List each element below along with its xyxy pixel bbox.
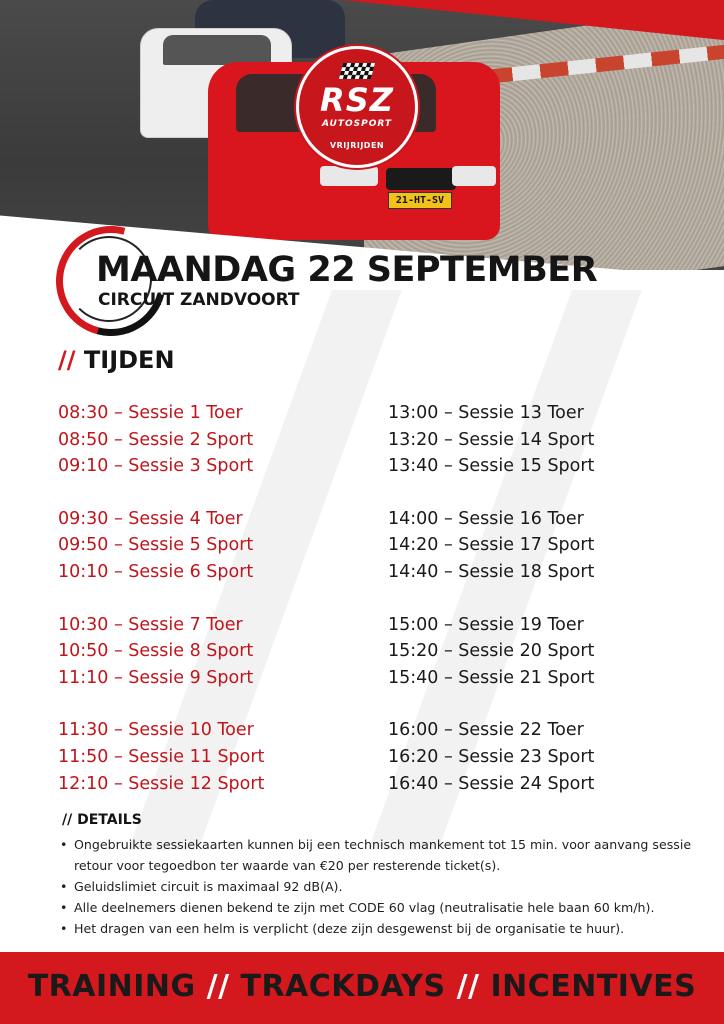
- session-block: [388, 506, 594, 586]
- session-row: 10:10 – Sessie 6 Sport: [58, 561, 254, 582]
- session-row: 16:40 – Sessie 24 Sport: [388, 773, 595, 794]
- rsz-logo: [296, 46, 418, 168]
- session-row: 15:00 – Sessie 19 Toer: [388, 614, 584, 635]
- checkered-flag-icon: [339, 63, 375, 79]
- footer-incentives: INCENTIVES: [490, 969, 697, 1004]
- heading-slash: //: [58, 346, 76, 374]
- license-plate: 21-HT-SV: [388, 192, 452, 209]
- session-row: 13:20 – Sessie 14 Sport: [388, 429, 595, 450]
- session-block: [58, 612, 264, 692]
- event-date-title: MAANDAG 22 SEPTEMBER: [96, 250, 598, 290]
- footer-separator: //: [456, 969, 480, 1004]
- session-row: 14:00 – Sessie 16 Toer: [388, 508, 584, 529]
- session-row: 09:30 – Sessie 4 Toer: [58, 508, 243, 529]
- session-row: 10:50 – Sessie 8 Sport: [58, 641, 254, 662]
- session-row: 08:30 – Sessie 1 Toer: [58, 403, 243, 423]
- session-row: 15:20 – Sessie 20 Sport: [388, 641, 595, 662]
- session-row: 10:30 – Sessie 7 Toer: [58, 614, 243, 635]
- session-row: 09:50 – Sessie 5 Sport: [58, 535, 254, 556]
- session-row: 14:20 – Sessie 17 Sport: [388, 535, 595, 556]
- session-block: [388, 612, 594, 692]
- times-heading: [58, 346, 175, 374]
- event-location: CIRCUIT ZANDVOORT: [98, 290, 300, 310]
- session-row: 12:10 – Sessie 12 Sport: [58, 773, 265, 794]
- session-row: 15:40 – Sessie 21 Sport: [388, 667, 595, 688]
- details-item: • Ongebruikte sessiekaarten kunnen bij een technisch mankement tot 15 min. voor aanvang sessie retour voor tegoedbon ter waarde van €20 per resterende ticket(s).: [60, 834, 700, 876]
- footer-training: TRAINING: [27, 969, 196, 1004]
- details-item: • Geluidslimiet circuit is maximaal 92 dB(A).: [60, 876, 700, 897]
- details-list: [60, 834, 700, 939]
- details-heading: // DETAILS: [62, 812, 142, 828]
- schedule-afternoon-column: [388, 400, 594, 823]
- session-block: [388, 717, 594, 797]
- logo-subtext: AUTOSPORT: [321, 119, 393, 129]
- session-row: 13:40 – Sessie 15 Sport: [388, 456, 595, 477]
- logo-brand: RSZ: [320, 81, 394, 119]
- schedule-morning-column: [58, 400, 264, 823]
- session-block: [58, 400, 264, 480]
- details-item: • Het dragen van een helm is verplicht (deze zijn desgewenst bij de organisatie te huur).: [60, 918, 700, 939]
- footer-separator: //: [206, 969, 230, 1004]
- session-block: [388, 400, 594, 480]
- session-row: 16:00 – Sessie 22 Toer: [388, 720, 584, 741]
- footer-tagline: [0, 969, 724, 1004]
- session-row: 13:00 – Sessie 13 Toer: [388, 403, 584, 423]
- session-row: 11:50 – Sessie 11 Sport: [58, 746, 265, 767]
- times-heading-label: TIJDEN: [83, 346, 175, 374]
- logo-tag: VRIJRIJDEN: [329, 141, 385, 150]
- session-row: 11:30 – Sessie 10 Toer: [58, 720, 254, 741]
- session-row: 16:20 – Sessie 23 Sport: [388, 746, 595, 767]
- details-item: • Alle deelnemers dienen bekend te zijn met CODE 60 vlag (neutralisatie hele baan 60 km/h).: [60, 897, 700, 918]
- footer-banner: [0, 952, 724, 1024]
- footer-trackdays: TRACKDAYS: [240, 969, 446, 1004]
- session-row: 14:40 – Sessie 18 Sport: [388, 561, 595, 582]
- session-block: [58, 506, 264, 586]
- session-row: 08:50 – Sessie 2 Sport: [58, 429, 254, 450]
- session-row: 09:10 – Sessie 3 Sport: [58, 456, 254, 477]
- session-block: [58, 717, 264, 797]
- session-row: 11:10 – Sessie 9 Sport: [58, 667, 254, 688]
